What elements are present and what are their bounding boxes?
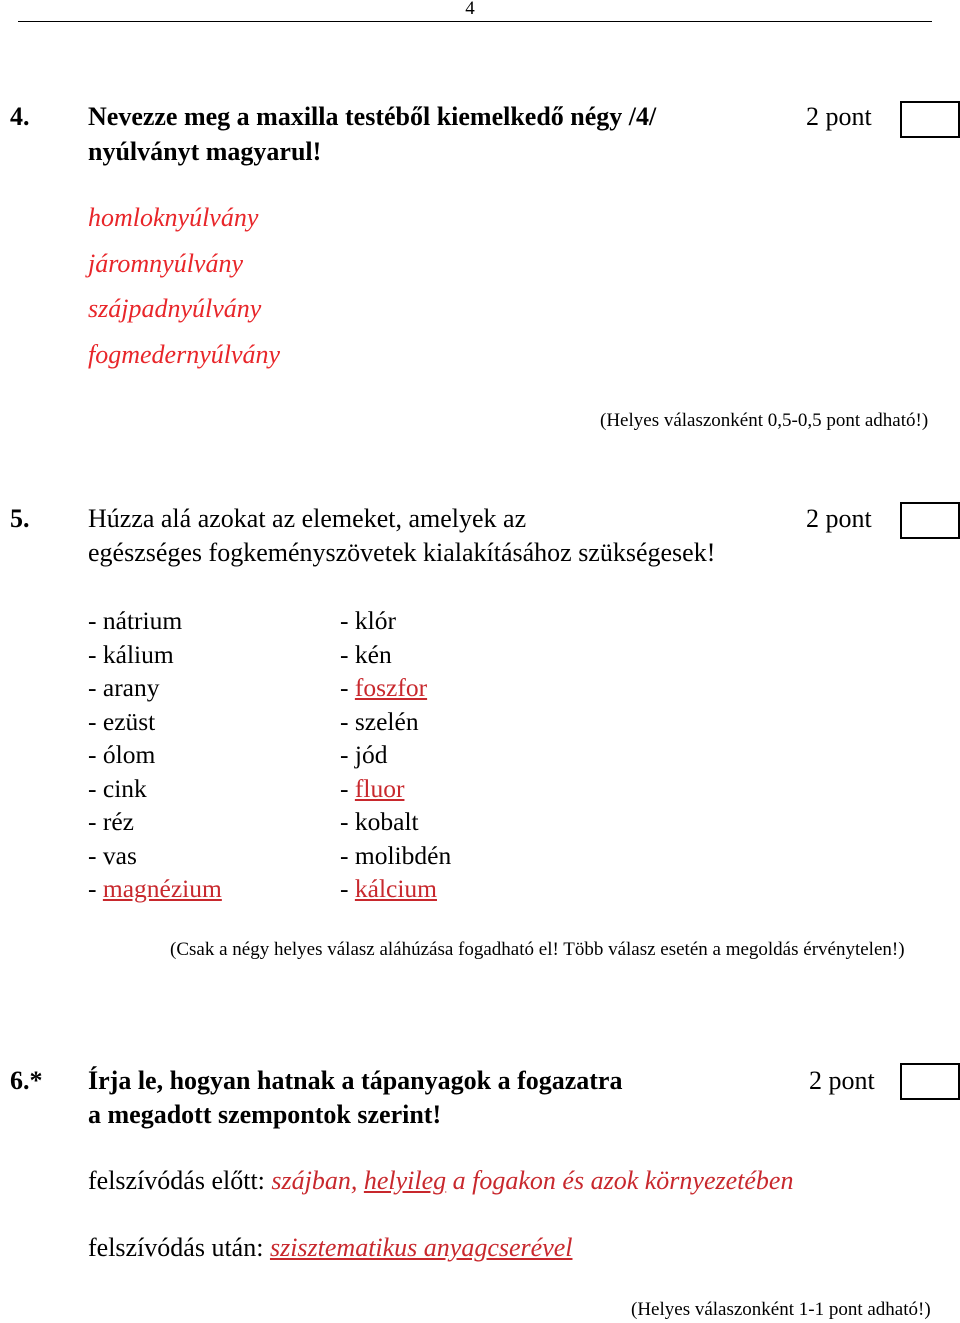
element-name: kén [354,639,392,669]
q4-number: 4. [10,102,30,131]
dash: - [88,606,103,635]
q6-after-label: felszívódás után: [88,1233,264,1262]
q5-element-right-0[interactable] [340,606,396,636]
dash: - [88,874,103,903]
dash: - [88,773,103,803]
element-name: vas [102,840,137,870]
dash: - [340,606,355,635]
element-name: nátrium [102,606,183,635]
dash: - [88,807,103,836]
dash: - [340,807,355,836]
q4-scoring-note: (Helyes válaszonként 0,5-0,5 pont adható!) [600,410,929,431]
q5-element-right-8[interactable] [340,874,437,904]
q5-element-left-4[interactable] [88,740,155,770]
q5-points: 2 pont [806,504,872,533]
q6-points: 2 pont [809,1066,875,1095]
element-name: ólom [102,740,156,769]
q6-before-label: felszívódás előtt: [88,1166,265,1195]
element-name: kálium [102,639,174,669]
q5-line2: egészséges fogkeményszövetek kialakításához szükségesek! [88,538,716,567]
dash: - [88,706,103,736]
q5-element-left-0[interactable] [88,606,182,636]
q5-element-right-4[interactable] [340,740,387,770]
q4-answer-4: fogmedernyúlvány [88,340,281,369]
dash: - [88,840,103,870]
q6-before-row [88,1166,793,1196]
dash: - [88,639,103,669]
dash: - [340,840,355,870]
dash: - [88,673,103,702]
dash: - [340,740,355,769]
q5-element-right-6[interactable] [340,807,419,837]
q4-answer-2: járomnyúlvány [88,249,243,278]
dash: - [88,740,103,769]
q5-number: 5. [10,504,30,533]
q5-element-left-5[interactable] [88,774,147,804]
element-name: molibdén [354,840,452,870]
element-name: foszfor [354,673,428,702]
q6-before-answer-b: helyileg [363,1166,447,1195]
q4-score-box[interactable] [900,101,960,138]
q6-after-answer: szisztematikus anyagcserével [269,1233,573,1262]
dash: - [340,673,355,702]
dash: - [340,773,355,803]
q5-element-right-1[interactable] [340,640,392,670]
element-name: ezüst [102,706,156,736]
q4-line1: Nevezze meg a maxilla testéből kiemelkedő négy /4/ [88,102,657,131]
dash: - [340,874,355,903]
dash: - [340,706,355,736]
element-name: cink [102,773,147,803]
dash: - [340,639,355,669]
element-name: jód [354,740,388,769]
element-name: kobalt [354,807,419,836]
q6-line1: Írja le, hogyan hatnak a tápanyagok a fogazatra [88,1066,623,1095]
q5-element-left-7[interactable] [88,841,137,871]
q6-number: 6.* [10,1066,43,1095]
q5-element-right-5[interactable] [340,774,404,804]
element-name: arany [102,673,160,702]
q6-line2: a megadott szempontok szerint! [88,1100,442,1129]
element-name: réz [102,807,135,836]
q4-line2: nyúlványt magyarul! [88,137,322,166]
q6-scoring-note: (Helyes válaszonként 1-1 pont adható!) [631,1299,931,1320]
q4-points: 2 pont [806,102,872,131]
element-name: kálcium [354,874,438,903]
q6-after-row [88,1233,573,1263]
q5-element-left-1[interactable] [88,640,174,670]
page-number: 4 [465,0,475,19]
q6-before-answer-a: szájban, [271,1166,358,1195]
q5-scoring-note: (Csak a négy helyes válasz aláhúzása fogadható el! Több válasz esetén a megoldás érvénytelen!) [170,939,905,960]
q5-element-left-3[interactable] [88,707,155,737]
element-name: fluor [354,773,405,803]
q5-element-right-2[interactable] [340,673,427,703]
q5-element-left-8[interactable] [88,874,222,904]
q4-answer-3: szájpadnyúlvány [88,294,262,323]
q5-score-box[interactable] [900,502,960,539]
q5-element-right-3[interactable] [340,707,419,737]
q6-before-answer-c: a fogakon és azok környezetében [452,1166,794,1195]
element-name: szelén [354,706,419,736]
q5-element-left-2[interactable] [88,673,160,703]
q6-score-box[interactable] [900,1063,960,1100]
q5-element-left-6[interactable] [88,807,134,837]
q5-element-right-7[interactable] [340,841,451,871]
q5-line1: Húzza alá azokat az elemeket, amelyek az [88,504,527,533]
header-rule [18,21,932,22]
element-name: magnézium [102,874,222,903]
q4-answer-1: homloknyúlvány [88,203,259,232]
element-name: klór [354,606,396,635]
